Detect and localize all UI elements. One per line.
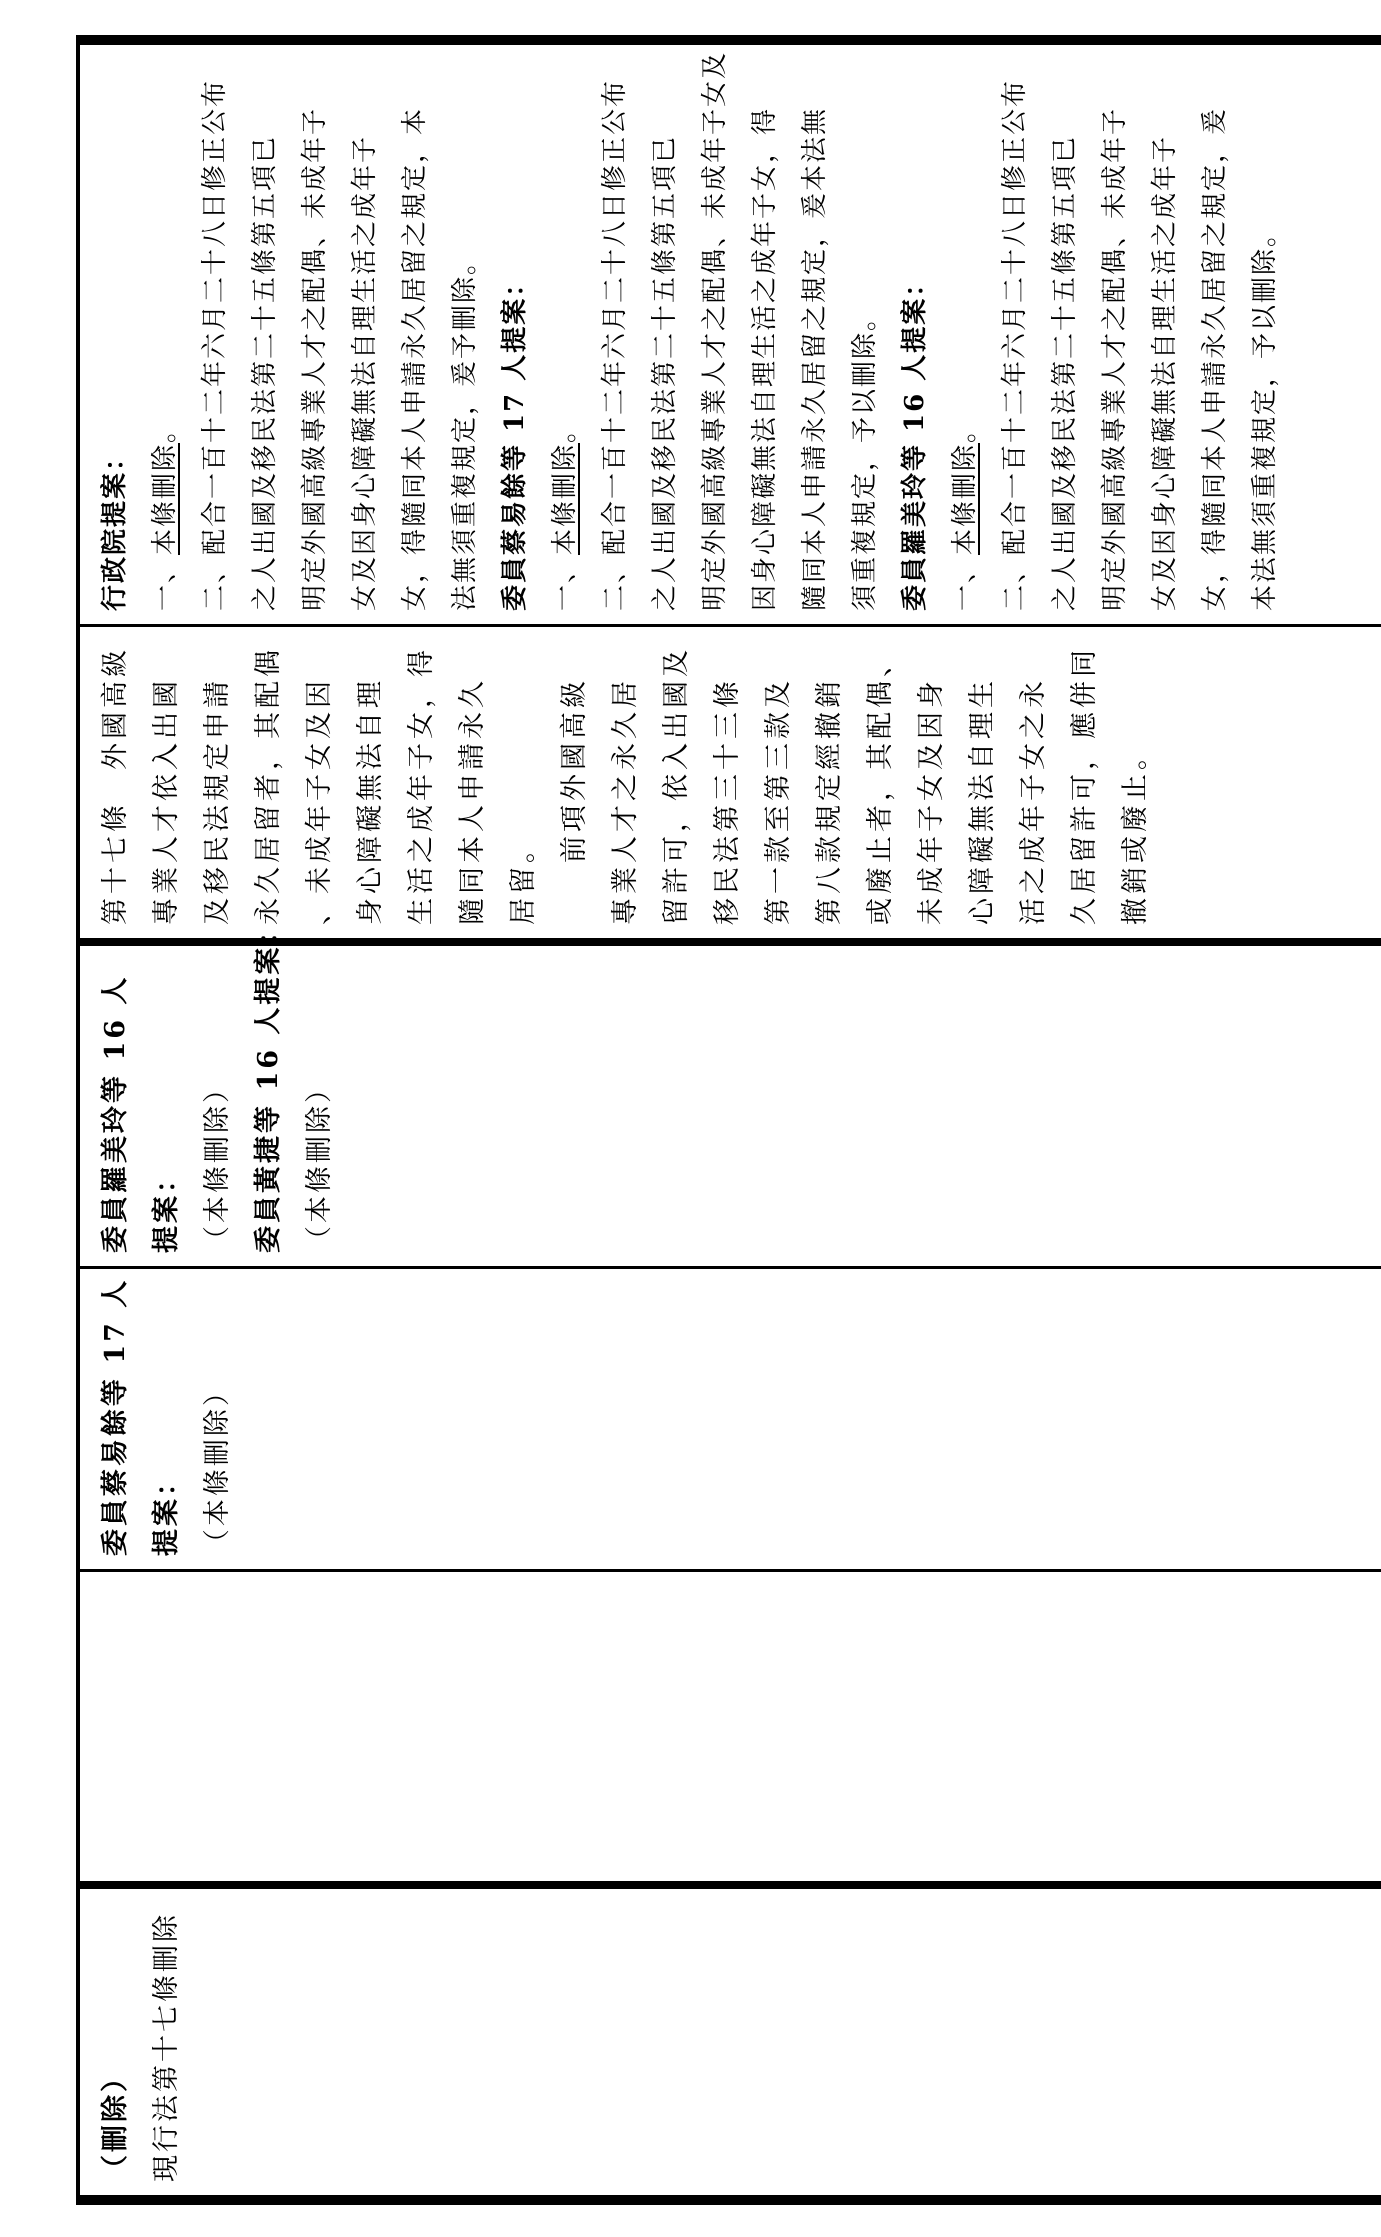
text-line	[690, 51, 740, 611]
text-line	[590, 51, 640, 611]
text-segment: 明定外國高級專業人才之配偶、未成年子	[1100, 107, 1130, 612]
text-line	[906, 633, 957, 925]
text-line	[294, 633, 345, 925]
text-segment: 身心障礙無法自理	[355, 676, 386, 925]
text-line	[243, 633, 294, 925]
text-line	[549, 633, 600, 925]
text-segment: 第十七條 外國高級	[100, 645, 131, 925]
text-segment: 或廢止者，其配偶、	[865, 645, 896, 925]
text-segment: 一、	[550, 555, 580, 612]
text-segment: 留許可，依入出國及	[661, 645, 692, 925]
text-line	[1190, 51, 1240, 611]
text-line	[340, 51, 390, 611]
text-segment: 隨同本人申請永久居留之規定，爰本法無	[800, 107, 830, 612]
text-line	[345, 633, 396, 925]
text-segment: 二、配合一百十二年六月二十八日修正公布	[1000, 79, 1030, 612]
text-line	[840, 51, 890, 611]
comparison-table	[76, 35, 1381, 2205]
text-segment: 行政院提案：	[100, 443, 130, 612]
text-line	[294, 952, 345, 1253]
text-line	[1110, 633, 1161, 925]
column-explanation	[80, 45, 1381, 624]
text-line	[240, 51, 290, 611]
text-segment: 。	[150, 414, 180, 443]
text-segment: 生活之成年子女，得	[406, 645, 437, 925]
text-line	[141, 1275, 192, 1556]
text-line	[753, 633, 804, 925]
text-line	[141, 952, 192, 1253]
text-line	[90, 633, 141, 925]
text-line	[192, 952, 243, 1253]
text-segment: 女及因身心障礙無法自理生活之成年子	[1150, 135, 1180, 612]
underlined-text: 本條刪除	[150, 443, 180, 556]
column-empty	[80, 1569, 1381, 1881]
text-line	[141, 1895, 192, 2182]
text-segment: 及移民法規定申請	[202, 676, 233, 925]
text-segment: 明定外國高級專業人才之配偶、未成年子	[300, 107, 330, 612]
text-segment: 之人出國及移民法第二十五條第五項已	[650, 135, 680, 612]
text-segment: 居留。	[508, 831, 539, 925]
column-proposal-tsai-17	[80, 1266, 1381, 1569]
text-line	[1140, 51, 1190, 611]
text-line	[90, 1275, 141, 1556]
text-line	[1059, 633, 1110, 925]
text-segment: 一、	[950, 555, 980, 612]
text-segment: 一、	[150, 555, 180, 612]
text-segment: 第八款規定經撤銷	[814, 676, 845, 925]
text-line	[702, 633, 753, 925]
text-line	[1240, 51, 1290, 611]
text-line	[600, 633, 651, 925]
text-segment: 之人出國及移民法第二十五條第五項已	[1050, 135, 1080, 612]
text-segment: 法無須重複規定，爰予刪除。	[450, 247, 480, 612]
text-segment: 前項外國高級	[559, 676, 590, 925]
text-line	[1008, 633, 1059, 925]
text-segment: 委員蔡易餘等 17 人提案：	[500, 268, 530, 612]
text-segment: （本條刪除）	[202, 1376, 233, 1557]
text-segment: 女及因身心障礙無法自理生活之成年子	[350, 135, 380, 612]
text-segment: 。	[550, 414, 580, 443]
text-line	[141, 633, 192, 925]
text-segment: 提案：	[151, 1466, 182, 1557]
text-line	[540, 51, 590, 611]
text-segment: 、未成年子女及因	[304, 676, 335, 925]
text-line	[640, 51, 690, 611]
text-segment: 須重複規定，予以刪除。	[850, 303, 880, 612]
text-segment: 委員羅美玲等 16 人	[100, 974, 131, 1253]
text-line	[1040, 51, 1090, 611]
text-line	[390, 51, 440, 611]
text-segment: 。	[950, 414, 980, 443]
text-segment: （刪除）	[100, 2062, 131, 2182]
text-line	[940, 51, 990, 611]
text-segment: （本條刪除）	[202, 1072, 233, 1253]
text-line	[140, 51, 190, 611]
column-current-article-17	[80, 624, 1381, 938]
text-segment: 移民法第三十三條	[712, 676, 743, 925]
underlined-text: 本條刪除	[550, 443, 580, 556]
text-segment: 心障礙無法自理生	[967, 676, 998, 925]
text-segment: 之人出國及移民法第二十五條第五項已	[250, 135, 280, 612]
text-line	[740, 51, 790, 611]
text-segment: 委員羅美玲等 16 人提案：	[900, 268, 930, 612]
text-segment: 專業人才之永久居	[610, 676, 641, 925]
text-segment: 活之成年子女之永	[1018, 676, 1049, 925]
text-line	[243, 914, 294, 1253]
text-line	[440, 51, 490, 611]
text-segment: 女，得隨同本人申請永久居留之規定，爰	[1200, 107, 1230, 612]
text-segment: （本條刪除）	[304, 1072, 335, 1253]
text-line	[855, 633, 906, 925]
text-line	[90, 1895, 141, 2182]
text-segment: 專業人才依入出國	[151, 676, 182, 925]
text-line	[890, 51, 940, 611]
text-segment: 第一款至第三款及	[763, 676, 794, 925]
text-line	[651, 633, 702, 925]
text-line	[790, 51, 840, 611]
text-line	[290, 51, 340, 611]
text-segment: 女，得隨同本人申請永久居留之規定，本	[400, 107, 430, 612]
text-segment: 未成年子女及因身	[916, 676, 947, 925]
text-segment: 隨同本人申請永久	[457, 676, 488, 925]
text-segment: 二、配合一百十二年六月二十八日修正公布	[200, 79, 230, 612]
text-segment: 委員蔡易餘等 17 人	[100, 1277, 131, 1557]
text-segment: 撤銷或廢止。	[1120, 738, 1151, 925]
text-segment: 二、配合一百十二年六月二十八日修正公布	[600, 79, 630, 612]
column-review-result	[80, 1881, 1381, 2195]
text-line	[490, 51, 540, 611]
text-segment: 久居留許可，應併同	[1069, 645, 1100, 925]
text-segment: 因身心障礙無法自理生活之成年子女，得	[750, 107, 780, 612]
text-segment: 委員黃捷等 16 人提案：	[253, 914, 284, 1253]
text-line	[90, 51, 140, 611]
text-line	[192, 1275, 243, 1556]
text-line	[190, 51, 240, 611]
text-line	[90, 952, 141, 1253]
text-line	[990, 51, 1040, 611]
text-segment: 現行法第十七條刪除	[151, 1912, 182, 2182]
underlined-text: 本條刪除	[950, 443, 980, 556]
text-segment: 本法無須重複規定，予以刪除。	[1250, 219, 1280, 612]
text-line	[1090, 51, 1140, 611]
text-line	[957, 633, 1008, 925]
text-line	[447, 633, 498, 925]
column-proposal-lo-huang-16	[80, 914, 1381, 1266]
text-segment: 永久居留者，其配偶	[253, 645, 284, 925]
text-line	[804, 633, 855, 925]
text-segment: 明定外國高級專業人才之配偶、未成年子女及	[700, 51, 730, 612]
text-line	[498, 633, 549, 925]
text-line	[192, 633, 243, 925]
text-line	[396, 633, 447, 925]
text-segment: 提案：	[151, 1162, 182, 1253]
